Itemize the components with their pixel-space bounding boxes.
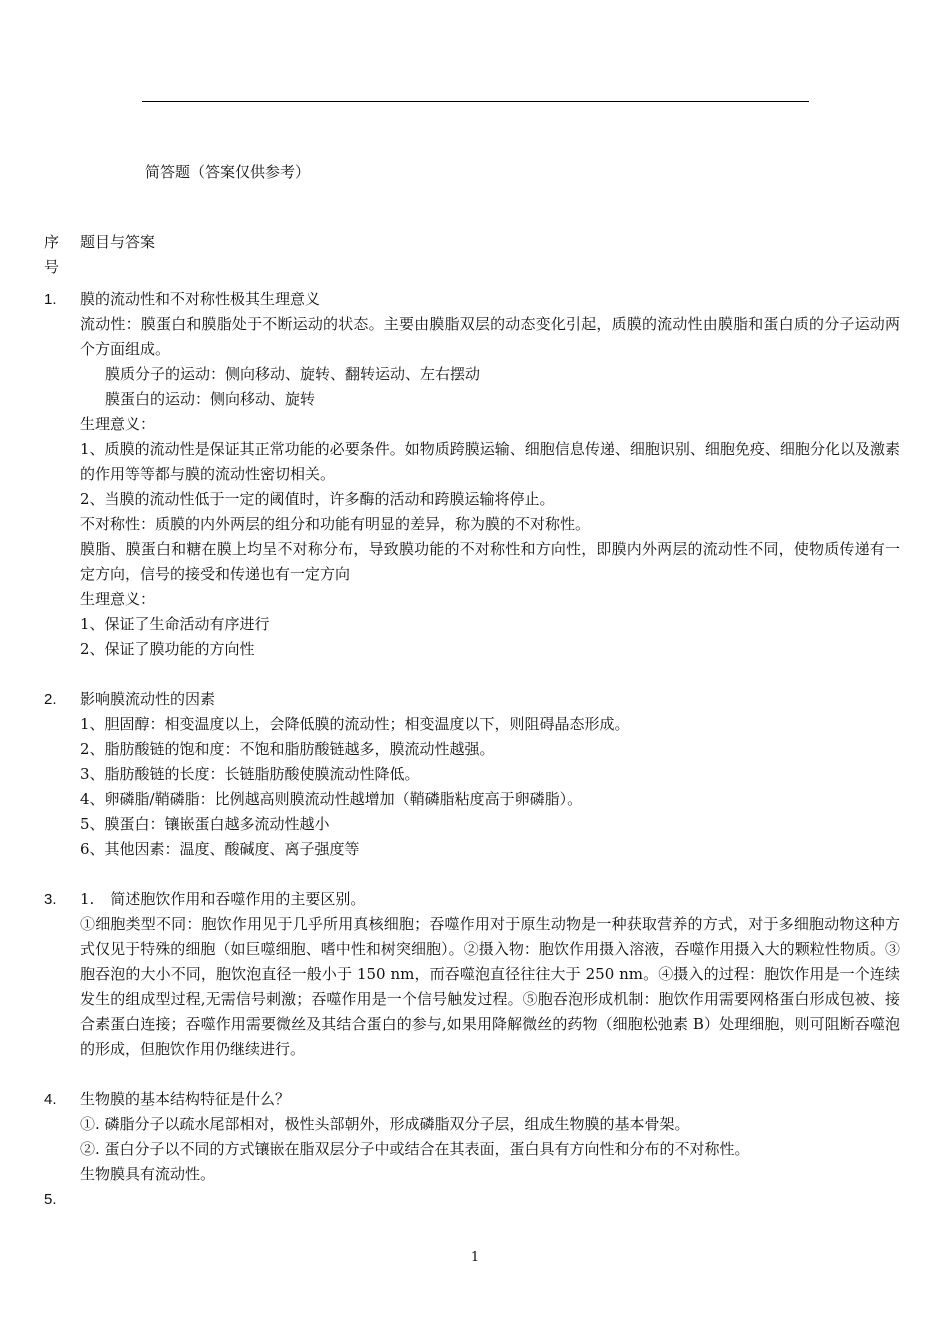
page-title: 简答题（答案仅供参考） bbox=[145, 163, 311, 181]
question-item-1 bbox=[44, 287, 900, 662]
answer-line: 1、胆固醇：相变温度以上，会降低膜的流动性；相变温度以下，则阻碍晶态形成。 bbox=[80, 715, 630, 733]
question-title: 简述胞饮作用和吞噬作用的主要区别。 bbox=[110, 890, 366, 908]
question-text bbox=[80, 887, 900, 912]
answer-line: 3、脂肪酸链的长度：长链脂肪酸使膜流动性降低。 bbox=[80, 765, 420, 783]
answer-line: 2、当膜的流动性低于一定的阈值时，许多酶的活动和跨膜运输将停止。 bbox=[80, 490, 555, 508]
col-content-header: 题目与答案 bbox=[80, 233, 156, 251]
answer-line: 生理意义： bbox=[80, 590, 156, 608]
answer-line: 4、卵磷脂/鞘磷脂：比例越高则膜流动性越增加（鞘磷脂粘度高于卵磷脂）。 bbox=[80, 790, 583, 808]
question-text: 生物膜的基本结构特征是什么？ bbox=[80, 1090, 291, 1108]
question-text: 膜的流动性和不对称性极其生理意义 bbox=[80, 290, 321, 308]
answer-line: 生理意义： bbox=[80, 415, 156, 433]
answer-line: 生物膜具有流动性。 bbox=[80, 1165, 216, 1183]
answer-paragraph: 1、质膜的流动性是保证其正常功能的必要条件。如物质跨膜运输、细胞信息传递、细胞识别、细胞免疫、细胞分化以及激素的作用等等都与膜的流动性密切相关。 bbox=[80, 440, 900, 483]
answer-line: ②. 蛋白分子以不同的方式镶嵌在脂双层分子中或结合在其表面，蛋白具有方向性和分布的不对称性。 bbox=[80, 1140, 750, 1158]
qa-list bbox=[44, 230, 900, 1212]
answer-paragraph: 膜脂、膜蛋白和糖在膜上均呈不对称分布，导致膜功能的不对称性和方向性，即膜内外两层的流动性不同，使物质传递有一定方向，信号的接受和传递也有一定方向 bbox=[80, 540, 900, 583]
answer-line: 膜蛋白的运动：侧向移动、旋转 bbox=[105, 390, 316, 408]
question-number: 1. bbox=[44, 291, 57, 308]
answer-paragraph: 流动性：膜蛋白和膜脂处于不断运动的状态。主要由膜脂双层的动态变化引起，质膜的流动性由膜脂和蛋白质的分子运动两个方面组成。 bbox=[80, 315, 900, 358]
question-item-2 bbox=[44, 687, 900, 862]
col-number-header: 序号 bbox=[44, 233, 60, 276]
answer-line: 6、其他因素：温度、酸碱度、离子强度等 bbox=[80, 840, 360, 858]
answer-line: 2、脂肪酸链的饱和度：不饱和脂肪酸链越多，膜流动性越强。 bbox=[80, 740, 495, 758]
question-text: 影响膜流动性的因素 bbox=[80, 690, 216, 708]
table-header bbox=[44, 230, 900, 280]
answer-line: 膜质分子的运动：侧向移动、旋转、翻转运动、左右摆动 bbox=[105, 365, 481, 383]
answer-line: 1、保证了生命活动有序进行 bbox=[80, 615, 270, 633]
answer-line: 5、膜蛋白：镶嵌蛋白越多流动性越小 bbox=[80, 815, 330, 833]
question-item-5 bbox=[44, 1187, 900, 1212]
question-item-4 bbox=[44, 1087, 900, 1187]
question-number: 3. bbox=[44, 891, 57, 908]
answer-line: ①. 磷脂分子以疏水尾部相对，极性头部朝外，形成磷脂双分子层，组成生物膜的基本骨架。 bbox=[80, 1115, 690, 1133]
question-number: 4. bbox=[44, 1091, 57, 1108]
question-number: 2. bbox=[44, 691, 57, 708]
answer-paragraph: ①细胞类型不同：胞饮作用见于几乎所用真核细胞；吞噬作用对于原生动物是一种获取营养的方式，对于多细胞动物这种方式仅见于特殊的细胞（如巨噬细胞、嗜中性和树突细胞）。②摄入物：胞饮作用摄入溶液，吞噬作用摄入大的颗粒性物质。③胞吞泡的大小不同，胞饮泡直径一般小于 150 nm，而吞噬泡直径往往大于 250 nm。④摄入的过程：胞饮作用是一个连续发生的组成型过程,无需信号刺激；吞噬作用是一个信号触发过程。⑤胞吞泡形成机制：胞饮作用需要网格蛋白形成包被、接合素蛋白连接；吞噬作用需要微丝及其结合蛋白的参与,如果用降解微丝的药物（细胞松弛素 B）处理细胞，则可阻断吞噬泡的形成，但胞饮作用仍继续进行。 bbox=[80, 915, 900, 1058]
header-rule bbox=[142, 101, 809, 102]
question-item-3 bbox=[44, 887, 900, 1062]
answer-line: 不对称性：质膜的内外两层的组分和功能有明显的差异，称为膜的不对称性。 bbox=[80, 515, 591, 533]
answer-line: 2、保证了膜功能的方向性 bbox=[80, 640, 255, 658]
question-number: 5. bbox=[44, 1191, 57, 1208]
question-sub-number: 1. bbox=[80, 890, 95, 908]
page-number: 1 bbox=[470, 1250, 480, 1265]
